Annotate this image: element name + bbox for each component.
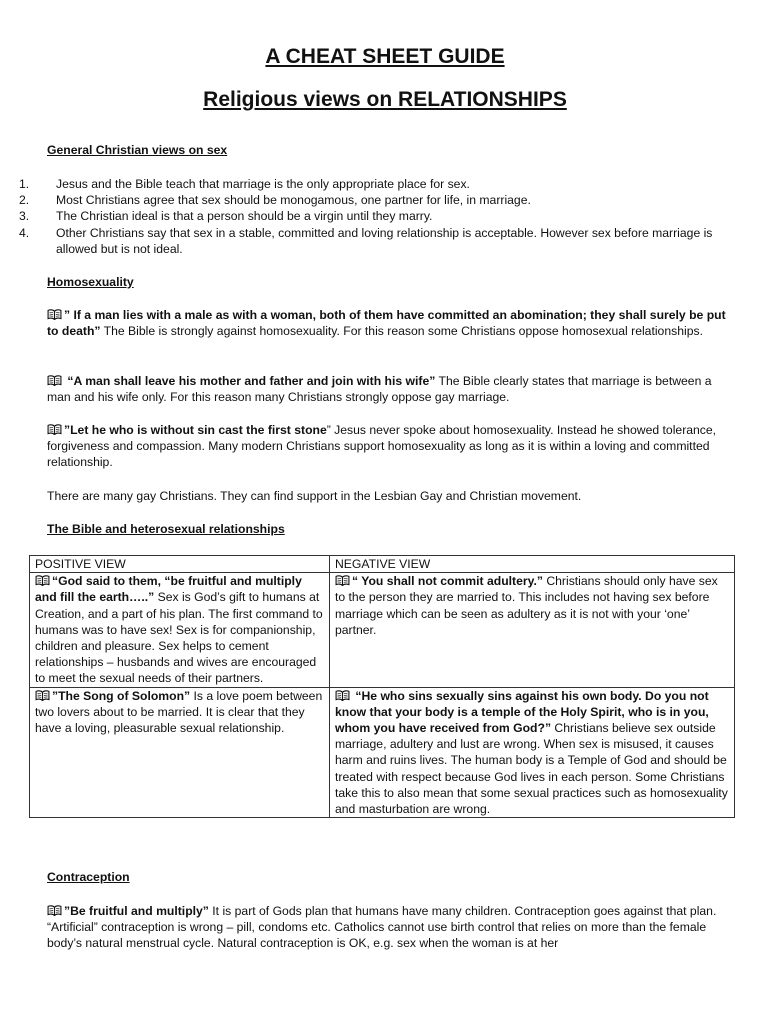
paragraph-text: ” Jesus never spoke about homosexuality. Instead he showed tolerance, forgiveness and compassion. Many modern Christians support homosexuality as long as it is within a loving and committed relationship. [47, 423, 717, 470]
bible-quote: ”Be fruitful and multiply” [64, 904, 209, 918]
table-cell [330, 573, 735, 687]
cell-text: Sex is God’s gift to humans at Creation, and a part of his plan. The first command to humans was to have sex! Sex is for companionship, children and pleasure. Sex helps to cement relationships – husbands and wives are encouraged to meet the sexual needs of their partners. [35, 590, 323, 686]
list-text: The Christian ideal is that a person should be a virgin until they marry. [56, 209, 433, 224]
table-cell [30, 687, 330, 818]
list-number: 3. [19, 209, 30, 224]
christian-views-list [0, 176, 770, 257]
homosexuality-paragraph-1 [47, 307, 729, 339]
table-row [30, 573, 735, 687]
open-book-icon [335, 690, 350, 701]
bible-quote: ” If a man lies with a male as with a woman, both of them have committed an abomination; they shall surely be put to death” [47, 308, 726, 339]
bible-quote: “He who sins sexually sins against his own body. Do you not know that your body is a temple of the Holy Spirit, who is in you, whom you have received from God?” [335, 688, 709, 736]
table-header-row [30, 556, 735, 573]
list-item [0, 176, 716, 192]
column-header-positive: POSITIVE VIEW [30, 556, 330, 573]
bible-quote: “ You shall not commit adultery.” [352, 574, 543, 589]
cell-text: Christians believe sex outside marriage, adultery and lust are wrong. When sex is misused, it causes harm and ruins lives. The human body is a Temple of God and should be treated with respect because God lives in each person. Some Christians take this to also mean that some sexual practices such as homosexuality and masturbation are wrong. [335, 721, 728, 817]
open-book-icon [47, 309, 62, 320]
table-row [30, 687, 735, 818]
column-header-negative: NEGATIVE VIEW [330, 556, 735, 573]
views-table [29, 555, 735, 818]
homosexuality-paragraph-4: There are many gay Christians. They can find support in the Lesbian Gay and Christian movement. [47, 489, 582, 503]
bible-quote: ”Let he who is without sin cast the first stone [64, 423, 327, 437]
table-cell [330, 687, 735, 818]
list-number: 2. [19, 193, 30, 208]
list-number: 4. [19, 225, 30, 240]
heading-contraception: Contraception [47, 870, 130, 884]
paragraph-text: The Bible clearly states that marriage is between a man and his wife only. For this reason many Christians strongly oppose gay marriage. [47, 374, 712, 405]
heading-heterosexual: The Bible and heterosexual relationships [47, 522, 285, 536]
open-book-icon [35, 575, 50, 586]
bible-quote: ”The Song of Solomon” [52, 688, 191, 703]
homosexuality-paragraph-3 [47, 422, 729, 471]
bible-quote: “A man shall leave his mother and father and join with his wife” [64, 374, 436, 388]
heading-christian-sex: General Christian views on sex [47, 143, 228, 157]
paragraph-text: The Bible is strongly against homosexuality. For this reason some Christians oppose homosexual relationships. [100, 324, 703, 339]
contraception-paragraph-1 [47, 903, 729, 952]
open-book-icon [47, 424, 62, 435]
list-text: Other Christians say that sex in a stable, committed and loving relationship is acceptable. However sex before marriage is allowed but is not ideal. [56, 225, 713, 256]
cell-text: Is a love poem between two lovers about to be married. It is clear that they have a loving, pleasurable sexual relationship. [35, 688, 323, 736]
homosexuality-paragraph-2 [47, 373, 729, 405]
list-text: Jesus and the Bible teach that marriage is the only appropriate place for sex. [56, 177, 470, 191]
open-book-icon [47, 905, 62, 916]
document-title: A CHEAT SHEET GUIDE [265, 45, 505, 68]
open-book-icon [335, 575, 350, 586]
list-item [0, 208, 716, 224]
table-cell [30, 573, 330, 687]
list-item [0, 225, 716, 257]
open-book-icon [35, 690, 50, 701]
list-item [0, 192, 716, 208]
document-subtitle: Religious views on RELATIONSHIPS [203, 88, 567, 111]
bible-quote: “God said to them, “be fruitful and multiply and fill the earth…..” [35, 574, 302, 605]
open-book-icon [47, 375, 62, 386]
list-text: Most Christians agree that sex should be monogamous, one partner for life, in marriage. [56, 193, 531, 208]
heading-homosexuality: Homosexuality [47, 275, 134, 289]
paragraph-text: It is part of Gods plan that humans have many children. Contraception goes against that plan. “Artificial” contraception is wrong – pill, condoms etc. Catholics cannot use birth control that relies on more than the female body’s natural menstrual cycle. Natural contraception is OK, e.g. sex when the woman is at her [47, 904, 717, 951]
cell-text: Christians should only have sex to the person they are married to. This includes not having sex before marriage which can be seen as adultery as it is not with your ‘one’ partner. [335, 574, 718, 637]
list-number: 1. [19, 177, 30, 191]
